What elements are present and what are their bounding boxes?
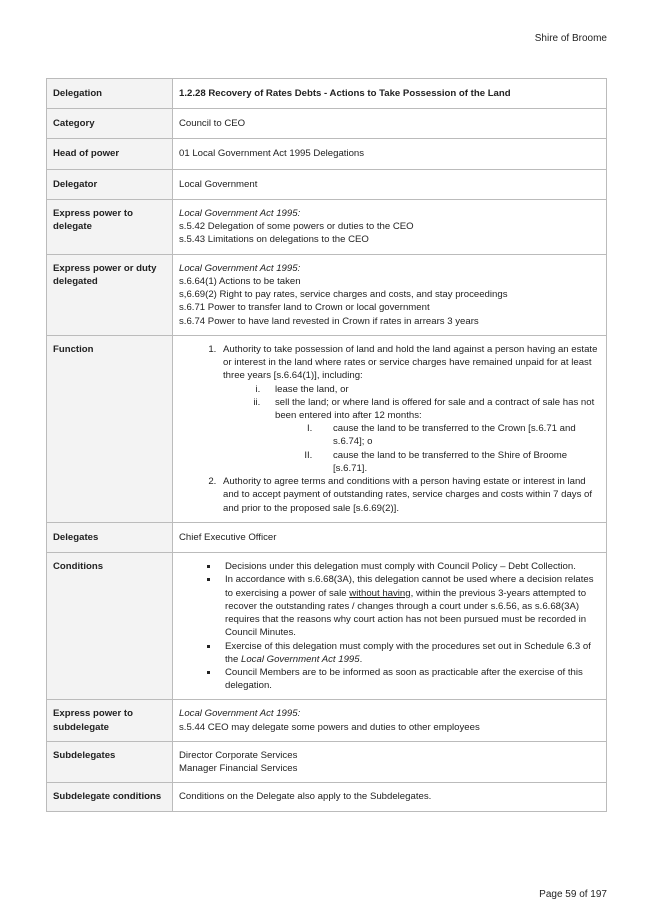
row-function bbox=[47, 335, 607, 522]
function-subitem bbox=[263, 396, 600, 475]
act-name: Local Government Act 1995: bbox=[179, 262, 301, 274]
row-label: Category bbox=[47, 109, 173, 139]
row-label: Function bbox=[47, 335, 173, 522]
function-subitem-text: sell the land; or where land is offered for sale and a contract of sale has not been entered into after 12 months: bbox=[275, 396, 595, 421]
section-line: s.5.44 CEO may delegate some powers and duties to other employees bbox=[179, 721, 480, 733]
section-line: s.6.71 Power to transfer land to Crown or local government bbox=[179, 302, 430, 314]
condition-text: In accordance with s.6.68(3A), this delegation cannot be used where a decision relates to exercising a power of sale bbox=[225, 574, 594, 599]
condition-emphasis: without having bbox=[349, 587, 411, 599]
row-label: Subdelegates bbox=[47, 741, 173, 782]
express-power-to-subdelegate-value bbox=[173, 700, 607, 741]
function-subsubitem-text: cause the land to be transferred to the Crown [s.6.71 and s.6.74]; o bbox=[333, 423, 576, 448]
row-category bbox=[47, 109, 607, 139]
category-value: Council to CEO bbox=[173, 109, 607, 139]
function-subsubitem bbox=[315, 422, 600, 448]
section-line: s.6.64(1) Actions to be taken bbox=[179, 275, 301, 287]
function-subsubitem bbox=[315, 449, 600, 475]
row-label: Subdelegate conditions bbox=[47, 783, 173, 811]
function-list bbox=[179, 343, 600, 515]
condition-item bbox=[219, 666, 600, 692]
condition-text: Council Members are to be informed as soon as practicable after the exercise of this delegation. bbox=[225, 666, 583, 692]
condition-item bbox=[219, 640, 600, 666]
act-name: Local Government Act 1995: bbox=[179, 207, 301, 219]
section-line: s,6.69(2) Right to pay rates, service charges and costs, and stay proceedings bbox=[179, 289, 508, 301]
condition-text: Exercise of this delegation must comply with the procedures set out in Schedule 6.3 of the bbox=[225, 640, 591, 665]
section-line: s.6.74 Power to have land revested in Crown if rates in arrears 3 years bbox=[179, 315, 479, 327]
express-power-to-delegate-value bbox=[173, 199, 607, 254]
function-value bbox=[173, 335, 607, 522]
row-express-power-to-subdelegate bbox=[47, 700, 607, 741]
section-line: s.5.43 Limitations on delegations to the CEO bbox=[179, 234, 369, 246]
subdelegate-name: Manager Financial Services bbox=[179, 763, 298, 775]
condition-item bbox=[219, 560, 600, 573]
delegation-title: 1.2.28 Recovery of Rates Debts - Actions to Take Possession of the Land bbox=[173, 79, 607, 109]
row-label: Head of power bbox=[47, 139, 173, 169]
section-line: s.5.42 Delegation of some powers or duties to the CEO bbox=[179, 221, 414, 233]
row-express-power-to-delegate bbox=[47, 199, 607, 254]
row-head-of-power bbox=[47, 139, 607, 169]
row-label: Conditions bbox=[47, 553, 173, 700]
row-express-power-delegated bbox=[47, 254, 607, 335]
row-label: Express power or duty delegated bbox=[47, 254, 173, 335]
row-delegator bbox=[47, 169, 607, 199]
row-conditions bbox=[47, 553, 607, 700]
subdelegate-name: Director Corporate Services bbox=[179, 749, 298, 761]
delegates-value: Chief Executive Officer bbox=[173, 522, 607, 552]
head-of-power-value: 01 Local Government Act 1995 Delegations bbox=[173, 139, 607, 169]
function-subitem-text: lease the land, or bbox=[275, 383, 349, 395]
express-power-delegated-value bbox=[173, 254, 607, 335]
act-name: Local Government Act 1995: bbox=[179, 708, 301, 720]
function-sublist bbox=[223, 383, 600, 476]
condition-act-name: Local Government Act 1995 bbox=[241, 653, 360, 665]
delegation-table bbox=[46, 78, 607, 812]
page-number: Page 59 of 197 bbox=[539, 889, 607, 900]
row-delegation bbox=[47, 79, 607, 109]
row-label: Express power to subdelegate bbox=[47, 700, 173, 741]
function-item bbox=[219, 475, 600, 515]
condition-text: Decisions under this delegation must comply with Council Policy – Debt Collection. bbox=[225, 561, 576, 573]
condition-text: . bbox=[359, 653, 363, 665]
condition-item bbox=[219, 573, 600, 639]
row-label: Delegator bbox=[47, 169, 173, 199]
subdelegate-conditions-value: Conditions on the Delegate also apply to the Subdelegates. bbox=[173, 783, 607, 811]
function-item bbox=[219, 343, 600, 475]
function-subsublist bbox=[275, 422, 600, 475]
condition-text: , within the previous 3-years attempted to recover the outstanding rates / changes through a court under s.6.56, as s.6.68(3A) requires that the reasons why court action has not been pursued must be recorded in Council Minutes. bbox=[225, 587, 587, 639]
function-subsubitem-text: cause the land to be transferred to the Shire of Broome [s.6.71]. bbox=[333, 449, 568, 474]
function-item-text: Authority to take possession of land and hold the land against a person having an estate or interest in the land where rates or service charges have remained unpaid for at least three years [s.6.64(1)], including: bbox=[223, 343, 598, 382]
conditions-list bbox=[179, 560, 600, 692]
row-label: Express power to delegate bbox=[47, 199, 173, 254]
row-label: Delegation bbox=[47, 79, 173, 109]
document-header-org: Shire of Broome bbox=[534, 33, 607, 44]
function-subitem bbox=[263, 383, 600, 396]
row-subdelegate-conditions bbox=[47, 783, 607, 811]
row-label: Delegates bbox=[47, 522, 173, 552]
subdelegates-value bbox=[173, 741, 607, 782]
row-delegates bbox=[47, 522, 607, 552]
delegator-value: Local Government bbox=[173, 169, 607, 199]
function-item-text: Authority to agree terms and conditions with a person having estate or interest in land and to accept payment of outstanding rates, service charges and costs within 7 days of and prior to the proposed sale [s.6.69(2)]. bbox=[223, 476, 593, 514]
row-subdelegates bbox=[47, 741, 607, 782]
conditions-value bbox=[173, 553, 607, 700]
